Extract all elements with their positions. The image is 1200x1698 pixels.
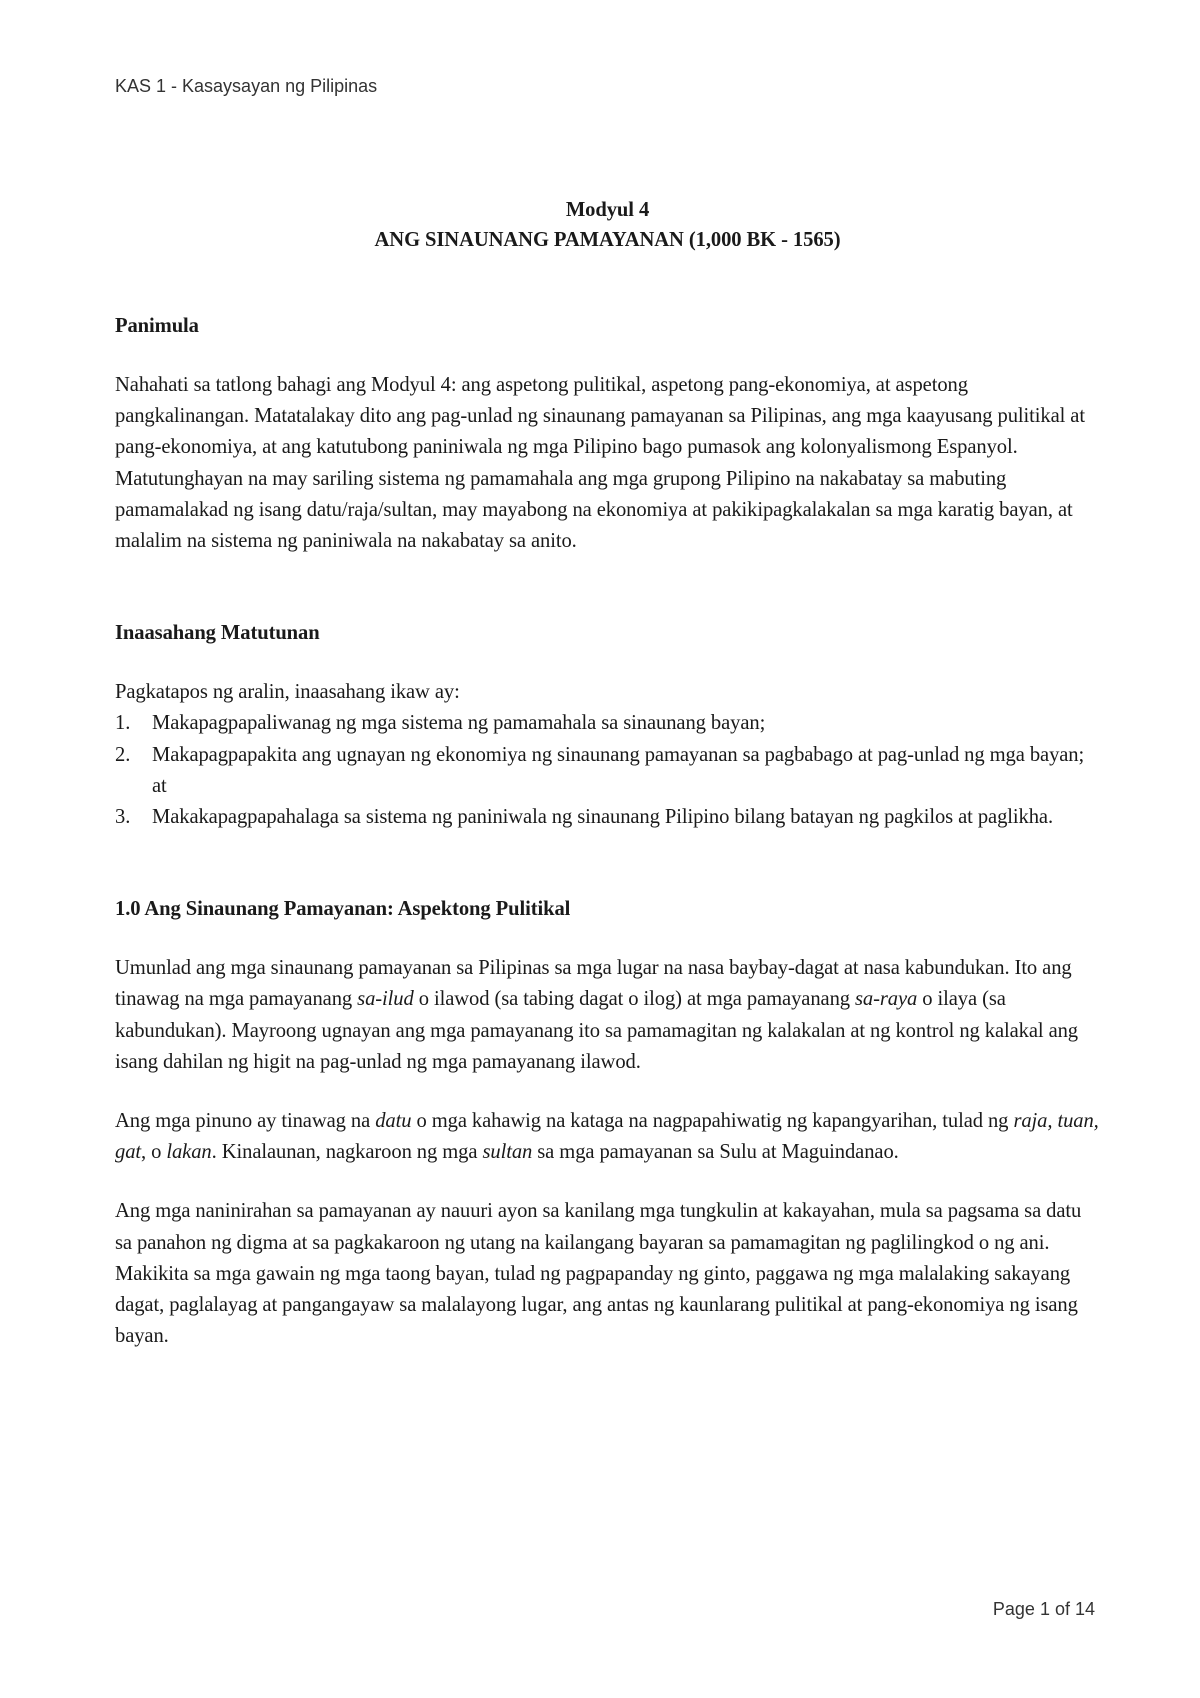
section-heading-aspekto: 1.0 Ang Sinaunang Pamayanan: Aspektong Pulitikal bbox=[115, 898, 571, 921]
list-item-text: Makapagpapaliwanag ng mga sistema ng pamamahala sa sinaunang bayan; bbox=[152, 712, 766, 735]
list-item-text: Makakapagpapahalaga sa sistema ng paniniwala ng sinaunang Pilipino bilang batayan ng pagkilos at paglikha. bbox=[152, 806, 1054, 829]
list-item-number: 3. bbox=[115, 806, 131, 829]
term-datu: datu bbox=[375, 1110, 412, 1133]
module-subtitle: ANG SINAUNANG PAMAYANAN (1,000 BK - 1565) bbox=[374, 229, 841, 251]
aspekto-paragraph-2: Ang mga pinuno ay tinawag na datu o mga kahawig na kataga na nagpapahiwatig ng kapangyarihan, tulad ng raja, tuan, gat, o lakan. Kinalaunan, nagkaroon ng mga sultan sa mga pamayanan sa Sulu at Maguindanao. bbox=[115, 1110, 1099, 1164]
panimula-paragraph: Nahahati sa tatlong bahagi ang Modyul 4: ang aspetong pulitikal, aspetong pang-ekonomiya, at aspetong pangkalinangan. Matatalakay dito ang pag-unlad ng sinaunang pamayanan sa Pilipinas, ang mga kaayusang pulitikal at pang-ekonomiya, at ang katutubong paniniwala ng mga Pilipino bago pumasok ang kolonyalismong Espanyol. Matutunghayan na may sariling sistema ng pamamahala ang mga grupong Pilipino na nakabatay sa mabuting pamamalakad ng isang datu/raja/sultan, may mayabong na ekonomiya at pakikipagkalakalan sa mga karatig bayan, at malalim na sistema ng paniniwala na nakabatay sa anito. bbox=[115, 374, 1085, 553]
objectives-list bbox=[115, 708, 1100, 833]
module-title-block bbox=[115, 195, 1100, 255]
list-item-text: Makapagpapakita ang ugnayan ng ekonomiya ng sinaunang pamayanan sa pagbabago at pag-unlad ng mga bayan; at bbox=[152, 743, 1085, 797]
section-heading-panimula: Panimula bbox=[115, 315, 199, 337]
document-body bbox=[115, 195, 1100, 1352]
term-lakan: lakan bbox=[166, 1141, 212, 1164]
running-header: KAS 1 - Kasaysayan ng Pilipinas bbox=[115, 76, 378, 96]
list-item bbox=[115, 740, 1100, 802]
list-item bbox=[115, 802, 1100, 833]
page-number: Page 1 of 14 bbox=[992, 1599, 1095, 1619]
aspekto-paragraph-1: Umunlad ang mga sinaunang pamayanan sa Pilipinas sa mga lugar na nasa baybay-dagat at nasa kabundukan. Ito ang tinawag na mga pamayanang sa-ilud o ilawod (sa tabing dagat o ilog) at mga pamayanang sa-raya o ilaya (sa kabundukan). Mayroong ugnayan ang mga pamayanang ito sa pamamagitan ng kalakalan at ng kontrol ng kalakal ang isang dahilan ng higit na pag-unlad ng mga pamayanang ilawod. bbox=[115, 957, 1079, 1073]
inaasahan-intro: Pagkatapos ng aralin, inaasahang ikaw ay: bbox=[115, 681, 460, 704]
list-item bbox=[115, 708, 1100, 739]
aspekto-paragraph-3: Ang mga naninirahan sa pamayanan ay nauuri ayon sa kanilang mga tungkulin at kakayahan, mula sa pagsama sa datu sa panahon ng digma at sa pagkakaroon ng utang na kailangang bayaran sa pamamagitan ng paglilingkod o ng ani. Makikita sa mga gawain ng mga taong bayan, tulad ng pagpapanday ng ginto, paggawa ng mga malalaking sakayang dagat, paglalayag at pangangayaw sa malalayong lugar, ang antas ng kaunlarang pulitikal at pang-ekonomiya ng isang bayan. bbox=[115, 1200, 1082, 1348]
module-number: Modyul 4 bbox=[565, 199, 650, 221]
term-sa-raya: sa-raya bbox=[855, 988, 918, 1011]
term-sultan: sultan bbox=[482, 1141, 533, 1164]
term-raja-tuan-gat: raja, tuan, gat bbox=[115, 1110, 1099, 1164]
term-sa-ilud: sa-ilud bbox=[357, 988, 414, 1011]
list-item-number: 1. bbox=[115, 712, 131, 735]
section-heading-inaasahan: Inaasahang Matutunan bbox=[115, 622, 320, 645]
list-item-number: 2. bbox=[115, 743, 131, 766]
